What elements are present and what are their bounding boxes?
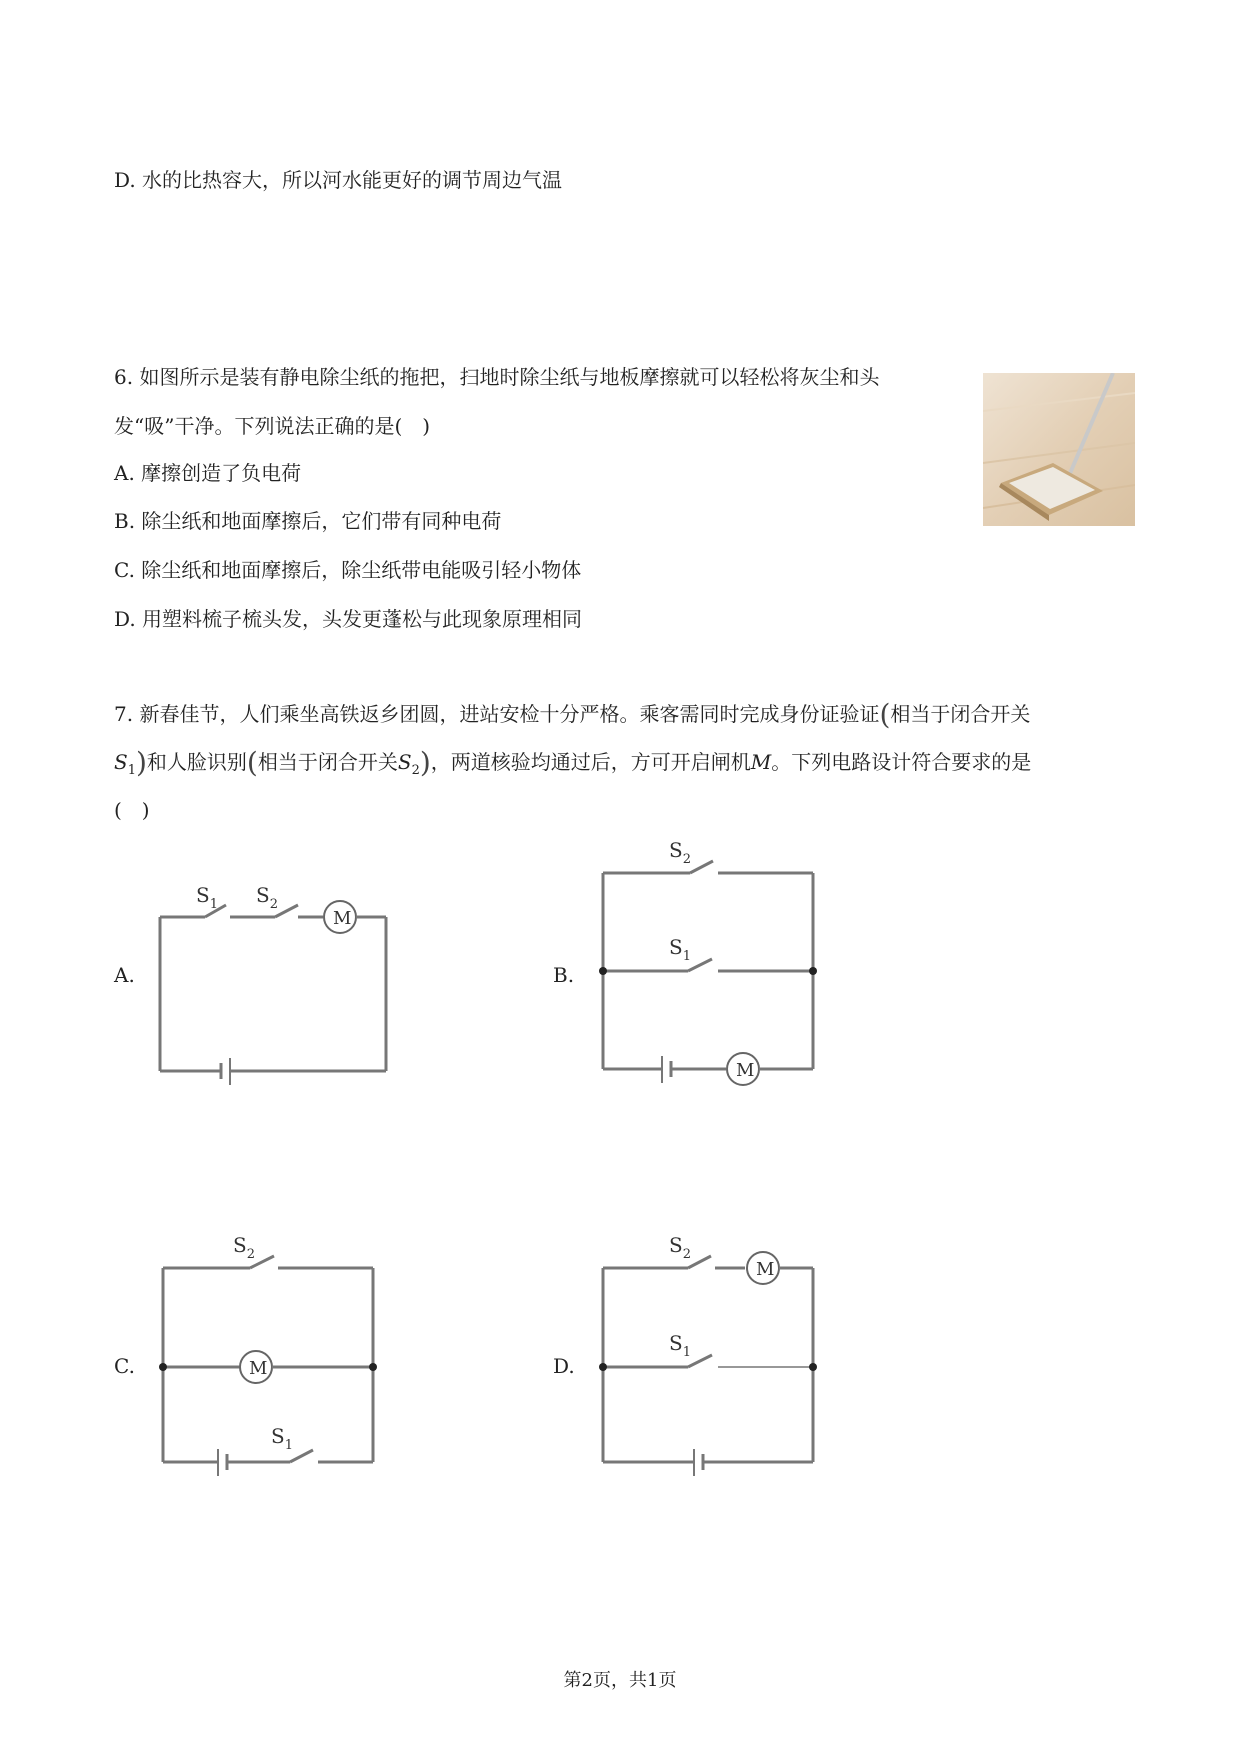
svg-text:S1: $S_1$: [196, 883, 218, 912]
svg-text:S2: $S_2$: [669, 1233, 691, 1262]
svg-text:S2: $S_2$: [669, 838, 691, 867]
q7-option-a-label: A.: [114, 963, 135, 987]
q6-stem-line1: 6. 如图所示是装有静电除尘纸的拖把，扫地时除尘纸与地板摩擦就可以轻松将灰尘和头: [114, 365, 880, 389]
svg-text:S1: $S_1$: [271, 1424, 293, 1453]
q5-option-d: D. 水的比热容大，所以河水能更好的调节周边气温: [114, 168, 563, 192]
q7-stem-line3: ( ): [114, 798, 150, 822]
q6-option-c: C. 除尘纸和地面摩擦后，除尘纸带电能吸引轻小物体: [114, 558, 582, 582]
svg-text:S2: $S_2$: [233, 1233, 255, 1262]
circuit-b: [603, 861, 813, 1085]
q7-stem-line2: $S_1$)和人脸识别(相当于闭合开关$S_2$)，两道核验均通过后，方可开启闸机M。下列电路设计符合要求的是: [114, 746, 1032, 779]
circuit-c: [163, 1256, 373, 1476]
svg-text:S1: $S_1$: [669, 1331, 691, 1360]
q6-stem-line2: 发“吸”干净。下列说法正确的是( ): [114, 414, 431, 438]
q6-option-d: D. 用塑料梳子梳头发，头发更蓬松与此现象原理相同: [114, 607, 583, 631]
circuit-d: [603, 1252, 813, 1476]
motor-symbol: M: [750, 750, 772, 774]
s1-symbol: $S_1$: [114, 750, 136, 778]
svg-text:S1: $S_1$: [669, 935, 691, 964]
q7-option-c-label: C.: [114, 1354, 135, 1378]
s2-symbol: $S_2$: [397, 750, 420, 778]
q6-option-a: A. 摩擦创造了负电荷: [114, 461, 302, 485]
svg-text:M: M: [756, 1259, 775, 1280]
page-footer: 第2页，共1页: [563, 1670, 677, 1691]
q7-option-b-label: B.: [553, 963, 575, 987]
svg-text:M: M: [249, 1358, 268, 1379]
svg-text:S2: $S_2$: [256, 883, 278, 912]
svg-text:M: M: [736, 1060, 755, 1081]
q7-option-d-label: D.: [553, 1354, 575, 1378]
circuit-a: [160, 901, 386, 1085]
q7-stem-line1: 7. 新春佳节，人们乘坐高铁返乡团圆，进站安检十分严格。乘客需同时完成身份证验证(相当于闭合开关: [114, 698, 1031, 731]
svg-text:M: M: [333, 908, 352, 929]
q6-option-b: B. 除尘纸和地面摩擦后，它们带有同种电荷: [114, 509, 502, 533]
